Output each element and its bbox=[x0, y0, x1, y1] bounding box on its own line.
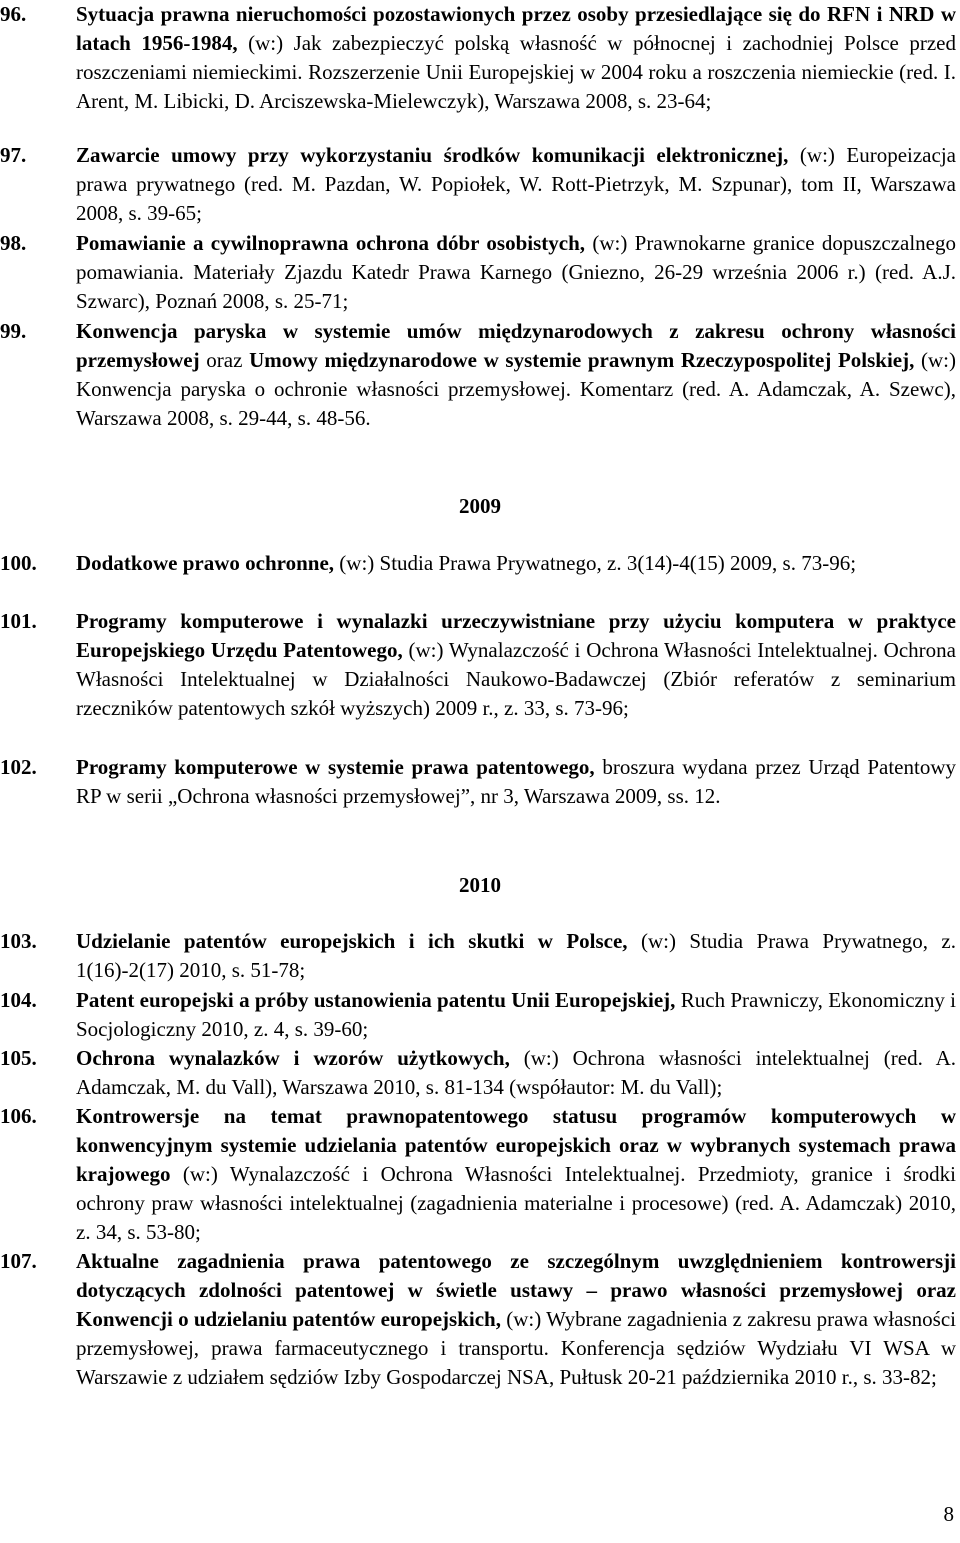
entry-title: Konwencja paryska w systemie umów międzynarodowych z zakresu ochrony własności przemysłowej bbox=[76, 319, 956, 372]
entry-title: Ochrona wynalazków i wzorów użytkowych, bbox=[76, 1046, 510, 1070]
entry-details: (w:) Konwencja paryska o ochronie własności przemysłowej. Komentarz (red. A. Adamczak, A. Szewc), Warszawa 2008, s. 29-44, s. 48-56. bbox=[76, 348, 957, 430]
entry-details: (w:) Prawnokarne granice dopuszczalnego pomawiania. Materiały Zjazdu Katedr Prawa Karnego (Gniezno, 26-29 września 2006 r.) (red. A.J. Szwarc), Poznań 2008, s. 25-71; bbox=[76, 231, 956, 313]
entry-number: 97. bbox=[0, 143, 27, 167]
bibliography-entry-102 bbox=[0, 753, 956, 811]
bibliography-entry-104 bbox=[0, 986, 956, 1044]
entry-connector: oraz bbox=[199, 348, 250, 372]
entry-details: (w:) Ochrona własności intelektualnej (red. A. Adamczak, M. du Vall), Warszawa 2010, s. 81-134 (współautor: M. du Vall); bbox=[76, 1046, 956, 1099]
bibliography-entry-96 bbox=[0, 0, 956, 116]
entry-title: Patent europejski a próby ustanowienia patentu Unii Europejskiej, bbox=[76, 988, 676, 1012]
entry-number: 107. bbox=[0, 1249, 37, 1273]
entry-title: Aktualne zagadnienia prawa patentowego ze szczególnym uwzględnieniem kontrowersji dotyczących zdolności patentowej w świetle ustawy – prawo własności przemysłowej oraz Konwencji o udzielaniu patentów europejskich, bbox=[76, 1249, 956, 1331]
entry-title: Programy komputerowe w systemie prawa patentowego, bbox=[76, 755, 595, 779]
year-heading-2009: 2009 bbox=[459, 494, 501, 518]
bibliography-entry-106 bbox=[0, 1102, 956, 1247]
entry-number: 102. bbox=[0, 755, 37, 779]
bibliography-entry-107 bbox=[0, 1247, 956, 1392]
entry-details: (w:) Europeizacja prawa prywatnego (red. M. Pazdan, W. Popiołek, W. Rott-Pietrzyk, M. Szpunar), tom II, Warszawa 2008, s. 39-65; bbox=[76, 143, 956, 225]
entry-title: Kontrowersje na temat prawnopatentowego statusu programów komputerowych w konwencyjnym systemie udzielania patentów europejskich oraz w wybranych systemach prawa krajowego bbox=[76, 1104, 956, 1186]
entry-title: Dodatkowe prawo ochronne, bbox=[76, 551, 335, 575]
entry-number: 104. bbox=[0, 988, 37, 1012]
entry-details: (w:) Wynalazczość i Ochrona Własności Intelektualnej. Ochrona Własności Intelektualnej w Działalności Naukowo-Badawczej (Zbiór referatów z seminarium rzeczników patentowych szkół wyższych) 2009 r., z. 33, s. 73-96; bbox=[76, 638, 956, 720]
entry-title: Sytuacja prawna nieruchomości pozostawionych przez osoby przesiedlające się do RFN i NRD w latach 1956-1984, bbox=[76, 2, 956, 55]
entry-number: 99. bbox=[0, 319, 27, 343]
entry-details: broszura wydana przez Urząd Patentowy RP w serii „Ochrona własności przemysłowej”, nr 3, Warszawa 2009, ss. 12. bbox=[76, 755, 956, 808]
entry-title: Programy komputerowe i wynalazki urzeczywistniane przy użyciu komputera w praktyce Europejskiego Urzędu Patentowego, bbox=[76, 609, 956, 662]
bibliography-entry-100 bbox=[0, 549, 956, 578]
entry-number: 106. bbox=[0, 1104, 37, 1128]
entry-title: Udzielanie patentów europejskich i ich skutki w Polsce, bbox=[76, 929, 628, 953]
entry-title: Zawarcie umowy przy wykorzystaniu środków komunikacji elektronicznej, bbox=[76, 143, 789, 167]
entry-number: 103. bbox=[0, 929, 37, 953]
entry-number: 101. bbox=[0, 609, 37, 633]
entry-details: (w:) Jak zabezpieczyć polską własność w północnej i zachodniej Polsce przed roszczeniami niemieckimi. Rozszerzenie Unii Europejskiej w 2004 roku a roszczenia niemieckie (red. I. Arent, M. Libicki, D. Arciszewska-Mielewczyk), Warszawa 2008, s. 23-64; bbox=[76, 31, 956, 113]
bibliography-entry-105 bbox=[0, 1044, 956, 1102]
bibliography-entry-101 bbox=[0, 607, 956, 723]
bibliography-entry-103 bbox=[0, 927, 956, 985]
bibliography-entry-98 bbox=[0, 229, 956, 316]
entry-details: (w:) Wynalazczość i Ochrona Własności Intelektualnej. Przedmioty, granice i środki ochrony praw własności intelektualnej (zagadnienia materialne i procesowe) (red. A. Adamczak) 2010, z. 34, s. 53-80; bbox=[76, 1162, 956, 1244]
page-number: 8 bbox=[943, 1502, 954, 1526]
entry-number: 98. bbox=[0, 231, 27, 255]
entry-details: (w:) Studia Prawa Prywatnego, z. 3(14)-4(15) 2009, s. 73-96; bbox=[334, 551, 857, 575]
entry-title-2: Umowy międzynarodowe w systemie prawnym Rzeczypospolitej Polskiej, bbox=[249, 348, 915, 372]
year-heading-2010: 2010 bbox=[459, 873, 501, 897]
bibliography-entry-97 bbox=[0, 141, 956, 228]
entry-details: (w:) Wybrane zagadnienia z zakresu prawa własności przemysłowej, prawa farmaceutycznego i transportu. Konferencja sędziów Wydziału VI WSA w Warszawie z udziałem sędziów Izby Gospodarczej NSA, Pułtusk 20-21 października 2010 r., s. 33-82; bbox=[76, 1307, 956, 1389]
entry-number: 100. bbox=[0, 551, 37, 575]
entry-title: Pomawianie a cywilnoprawna ochrona dóbr osobistych, bbox=[76, 231, 585, 255]
entry-details: Ruch Prawniczy, Ekonomiczny i Socjologiczny 2010, z. 4, s. 39-60; bbox=[76, 988, 957, 1041]
entry-details: (w:) Studia Prawa Prywatnego, z. 1(16)-2(17) 2010, s. 51-78; bbox=[76, 929, 956, 982]
entry-number: 105. bbox=[0, 1046, 37, 1070]
bibliography-entry-99 bbox=[0, 317, 956, 433]
entry-number: 96. bbox=[0, 2, 27, 26]
